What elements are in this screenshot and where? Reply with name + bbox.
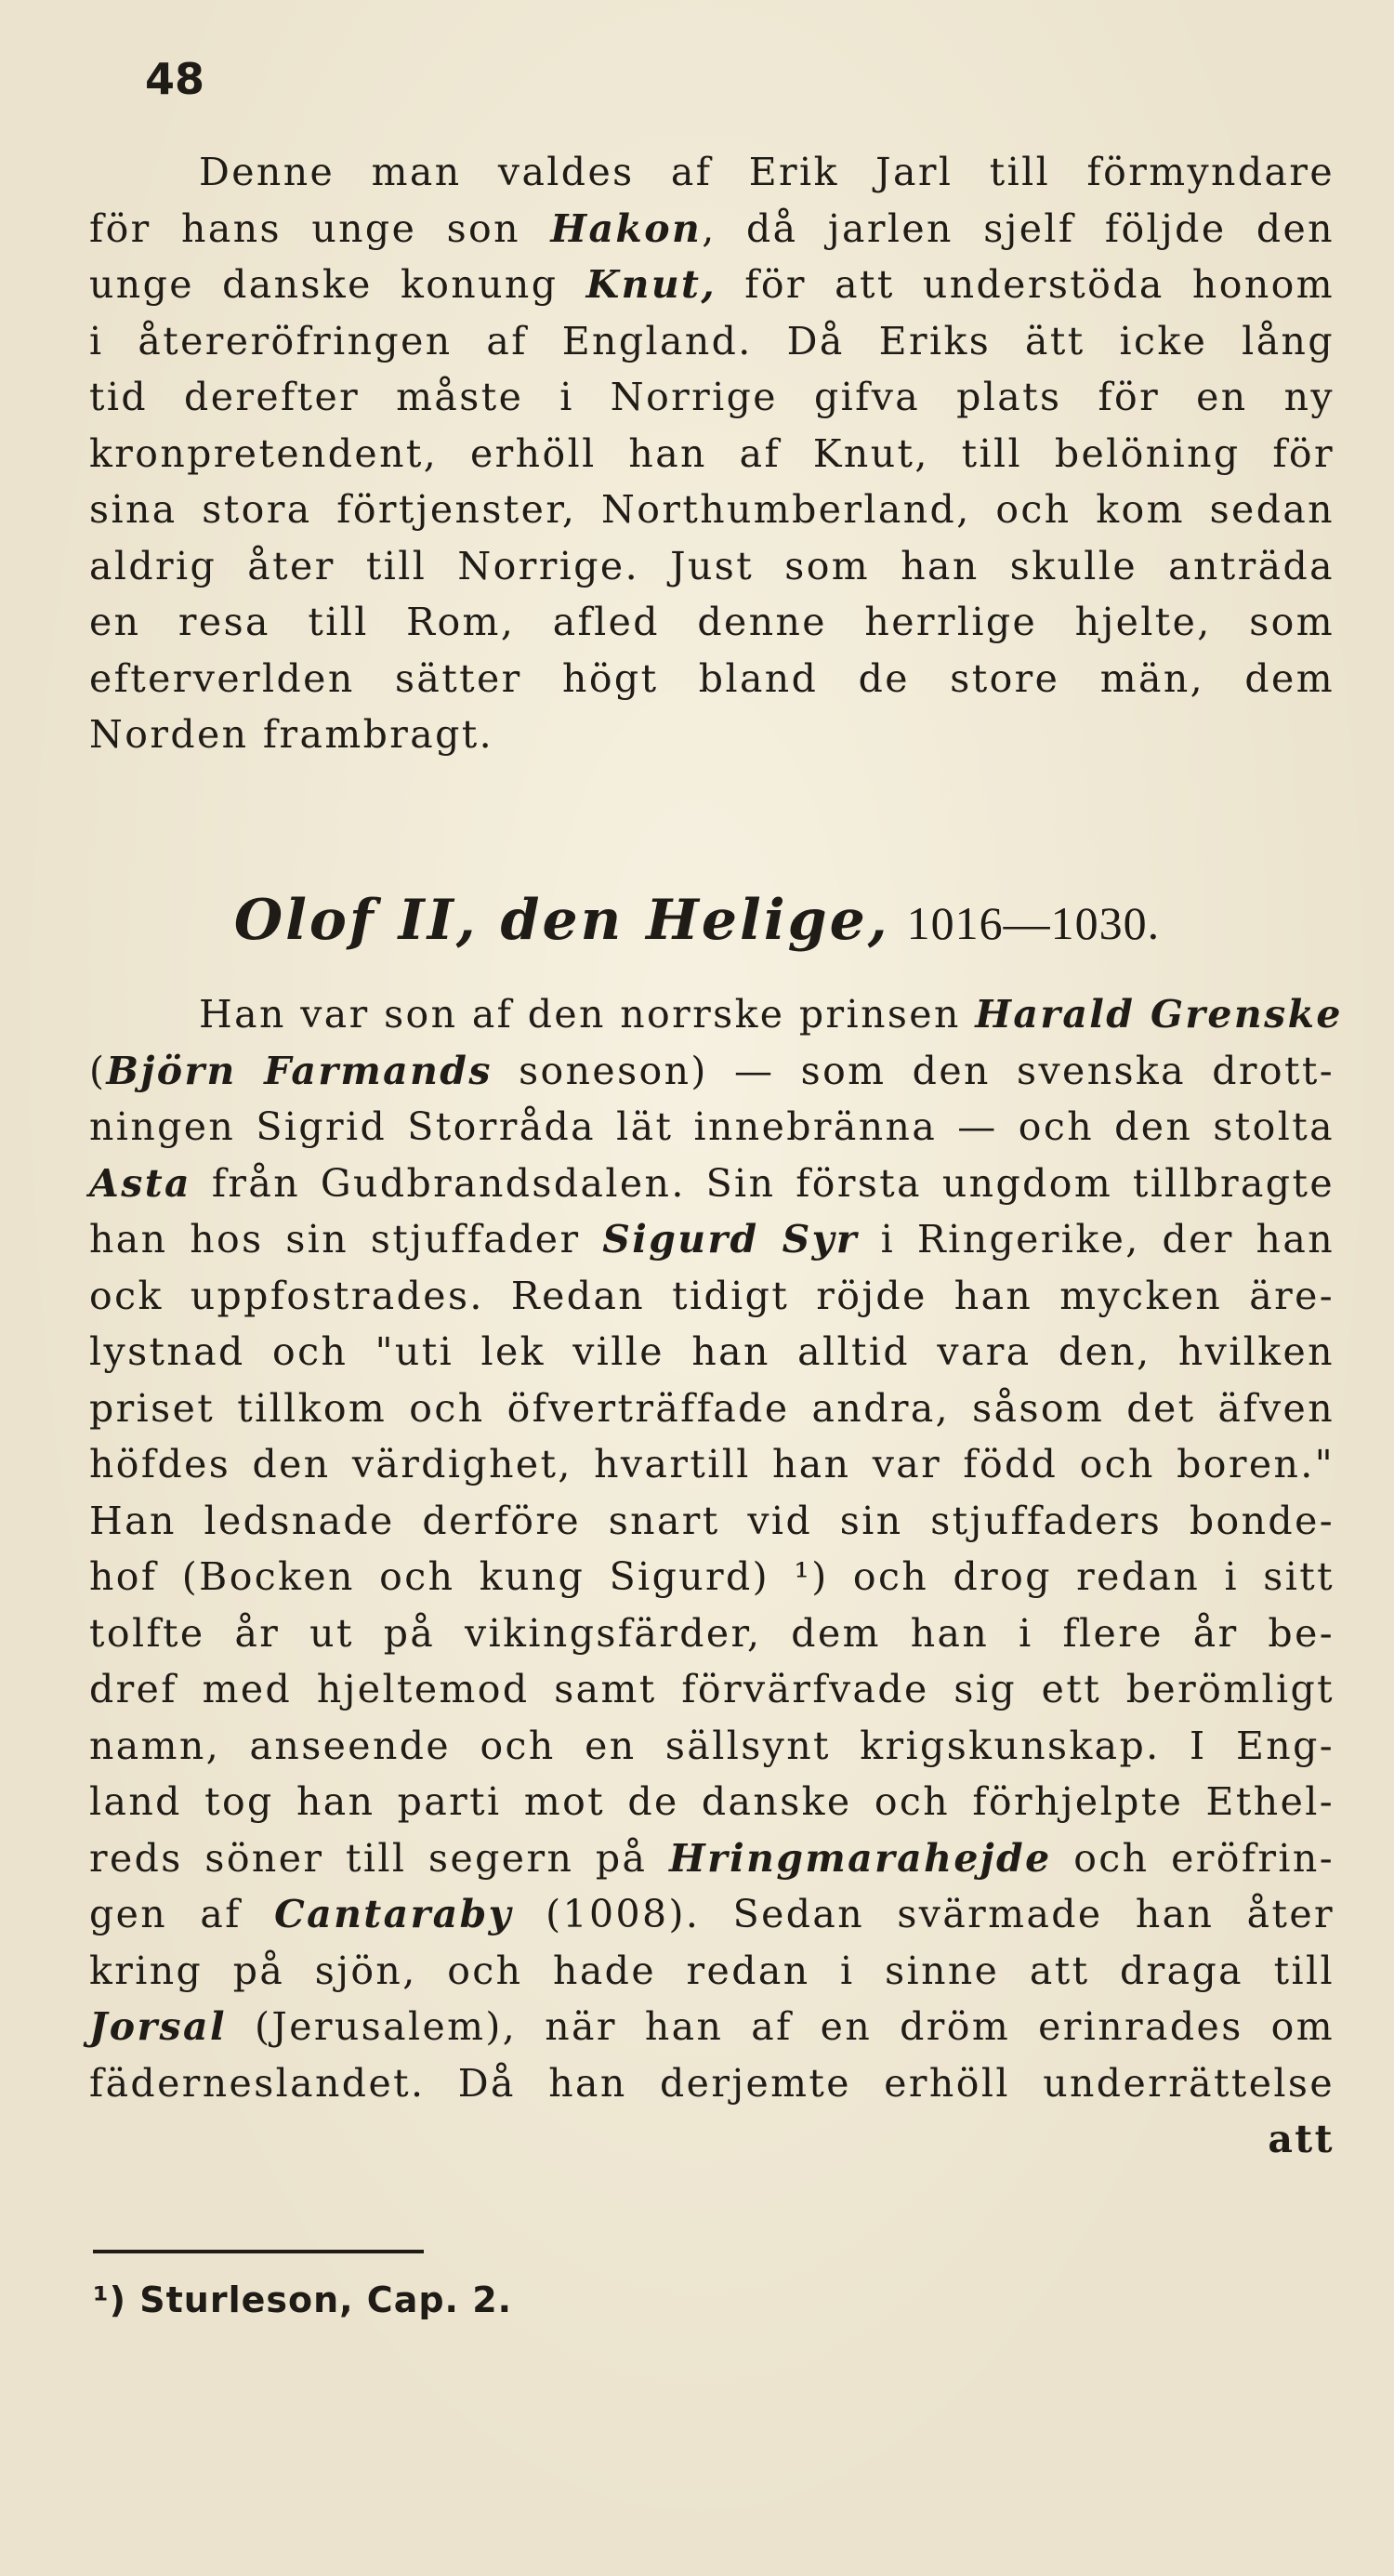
text-line — [89, 1886, 1335, 1943]
text-segment: lystnad och "uti lek ville han alltid vara den, hvilken — [89, 1329, 1335, 1374]
text-line — [89, 1661, 1335, 1718]
text-line — [89, 651, 1335, 707]
text-segment: en resa till Rom, afled denne herrlige hjelte, som — [89, 600, 1335, 644]
text-line — [89, 2055, 1335, 2112]
text-line — [89, 313, 1335, 370]
text-line — [89, 257, 1335, 313]
text-line — [89, 594, 1335, 651]
text-line — [89, 1436, 1335, 1493]
text-segment: efterverlden sätter högt bland de store män, dem — [89, 655, 1335, 701]
chapter-heading — [0, 888, 1394, 956]
text-line — [89, 1099, 1335, 1156]
heading-dates: 1016—1030. — [906, 897, 1161, 949]
emphasized-name: Knut, — [585, 262, 717, 307]
text-line — [89, 538, 1335, 595]
text-segment: tid derefter måste i Norrige gifva plats för en ny — [89, 375, 1335, 419]
text-line — [89, 1999, 1335, 2055]
text-segment: reds söner till segern på — [89, 1835, 669, 1881]
text-line — [89, 1605, 1335, 1662]
text-segment: i Ringerike, der han — [858, 1217, 1335, 1262]
text-segment: land tog han parti mot de danske och förhjelpte Ethel- — [89, 1779, 1335, 1824]
text-segment: för hans unge son — [89, 205, 551, 251]
text-line — [89, 1380, 1335, 1437]
text-segment: namn, anseende och en sällsynt krigskunskap. I Eng- — [89, 1723, 1335, 1768]
text-line — [89, 986, 1343, 1043]
text-line — [89, 426, 1335, 482]
text-segment: unge danske konung — [89, 262, 586, 307]
text-line — [89, 482, 1335, 538]
emphasized-name: Asta — [89, 1160, 191, 1206]
text-segment: ( — [89, 1048, 107, 1093]
text-segment: Han ledsnade derföre snart vid sin stjuffaders bonde- — [89, 1498, 1335, 1543]
emphasized-name: Jorsal — [89, 2004, 227, 2049]
text-line — [89, 1211, 1335, 1268]
text-segment: fäderneslandet. Då han derjemte erhöll underrättelse — [89, 2060, 1335, 2106]
text-segment: för att understöda honom — [717, 262, 1335, 307]
text-segment: och eröfrin- — [1051, 1835, 1335, 1881]
text-segment: höfdes den värdighet, hvartill han var född och boren." — [89, 1442, 1335, 1486]
heading-name: Olof II, den Helige, — [233, 888, 890, 953]
text-segment: han hos sin stjuffader — [89, 1217, 603, 1262]
emphasized-name: Hringmarahejde — [669, 1835, 1052, 1881]
text-segment: (Jerusalem), när han af en dröm erinrades om — [226, 2004, 1335, 2049]
text-segment: aldrig åter till Norrige. Just som han skulle anträda — [89, 543, 1335, 588]
catchword: att — [1268, 2117, 1335, 2161]
text-segment: sina stora förtjenster, Northumberland, och kom sedan — [89, 487, 1335, 532]
text-segment: priset tillkom och öfverträffade andra, såsom det äfven — [89, 1385, 1335, 1431]
text-segment: soneson) — som den svenska drott- — [492, 1048, 1335, 1093]
text-line — [89, 1156, 1335, 1212]
text-line — [89, 1943, 1335, 2000]
emphasized-name: Sigurd Syr — [602, 1217, 859, 1262]
text-line — [89, 707, 1335, 763]
emphasized-name: Björn Farmands — [106, 1048, 493, 1093]
text-segment: hof (Bocken och kung Sigurd) ¹) och drog redan i sitt — [89, 1554, 1335, 1599]
text-line — [89, 1493, 1335, 1550]
text-segment: ningen Sigrid Storråda lät innebränna — och den stolta — [89, 1104, 1335, 1149]
text-line — [89, 1774, 1335, 1830]
text-segment: från Gudbrandsdalen. Sin första ungdom tillbragte — [191, 1160, 1335, 1206]
page-number: 48 — [145, 54, 205, 104]
text-segment: i återeröfringen af England. Då Eriks ätt icke lång — [89, 318, 1335, 363]
text-segment: kring på sjön, och hade redan i sinne att draga till — [89, 1948, 1335, 1993]
text-line — [89, 1043, 1335, 1100]
text-line — [89, 144, 1335, 201]
text-line — [89, 1718, 1335, 1775]
text-segment: Denne man valdes af Erik Jarl till förmyndare — [199, 150, 1335, 194]
text-line — [89, 1268, 1335, 1325]
footnote: ¹) Sturleson, Cap. 2. — [93, 2279, 513, 2320]
text-line — [89, 1549, 1335, 1605]
text-segment: ock uppfostrades. Redan tidigt röjde han mycken äre- — [89, 1273, 1335, 1318]
text-segment: Han var son af den norrske prinsen — [199, 992, 976, 1037]
emphasized-name: Hakon — [550, 205, 703, 251]
paragraph-1 — [89, 144, 1335, 763]
text-segment: kronpretendent, erhöll han af Knut, till belöning för — [89, 430, 1335, 476]
text-line — [89, 201, 1335, 258]
paragraph-2 — [89, 986, 1343, 2168]
text-segment: tolfte år ut på vikingsfärder, dem han i flere år be- — [89, 1610, 1335, 1656]
text-segment: Norden frambragt. — [89, 712, 494, 757]
text-segment: , då jarlen sjelf följde den — [702, 205, 1335, 251]
text-line — [89, 1830, 1335, 1887]
text-line — [89, 1324, 1335, 1380]
emphasized-name: Harald Grenske — [975, 992, 1343, 1037]
text-line — [89, 369, 1335, 426]
emphasized-name: Cantaraby — [274, 1892, 513, 1936]
text-segment: gen af — [89, 1892, 275, 1936]
text-segment: dref med hjeltemod samt förvärfvade sig ett berömligt — [89, 1667, 1335, 1711]
footnote-divider — [93, 2250, 424, 2253]
text-segment: (1008). Sedan svärmade han åter — [512, 1892, 1335, 1936]
